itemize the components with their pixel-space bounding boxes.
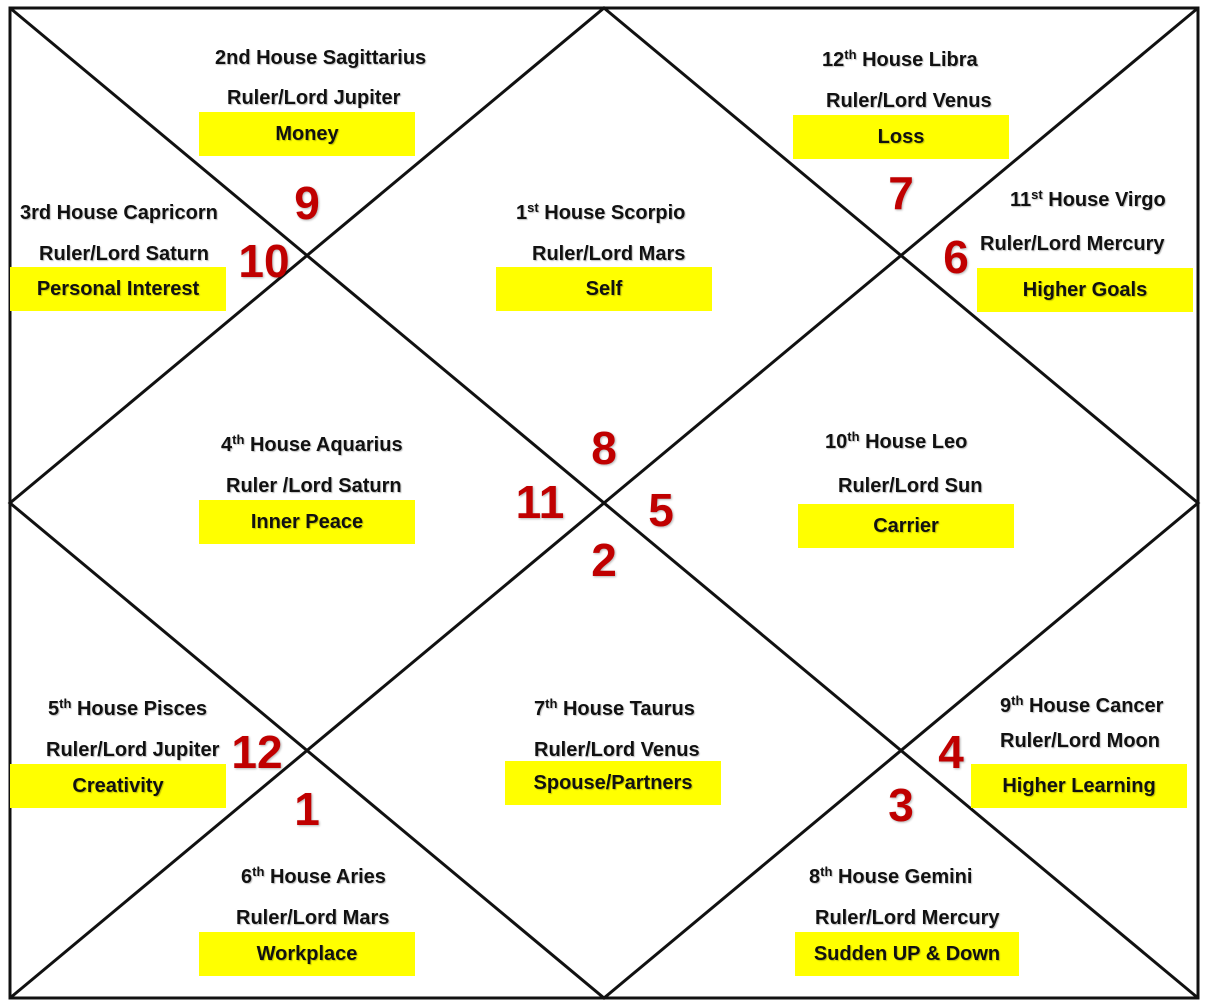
- house-7-sign-number: 2: [591, 534, 617, 586]
- house-10-ruler: Ruler/Lord Sun: [838, 475, 983, 497]
- house-10-title: 10th House Leo: [825, 429, 968, 453]
- house-3-label: Personal Interest: [10, 267, 226, 311]
- house-3-ruler: Ruler/Lord Saturn: [39, 243, 210, 265]
- house-4-title: 4th House Aquarius: [221, 432, 403, 456]
- house-8-label: Sudden UP & Down: [795, 932, 1019, 976]
- house-3-title: 3rd House Capricorn: [20, 202, 218, 224]
- house-11-title: 11st House Virgo: [1010, 187, 1166, 211]
- house-9-sign-number: 4: [938, 726, 964, 778]
- house-2-ruler: Ruler/Lord Jupiter: [227, 87, 401, 109]
- house-5-label: Creativity: [10, 764, 226, 808]
- house-12-label: Loss: [793, 115, 1009, 159]
- house-2-title: 2nd House Sagittarius: [215, 47, 427, 69]
- house-6-label: Workplace: [199, 932, 415, 976]
- house-7-label: Spouse/Partners: [505, 761, 721, 805]
- house-6-title: 6th House Aries: [241, 864, 386, 888]
- house-10-sign-number: 5: [648, 484, 674, 536]
- house-9-label: Higher Learning: [971, 764, 1187, 808]
- house-9-ruler: Ruler/Lord Moon: [1000, 730, 1160, 752]
- house-8-ruler: Ruler/Lord Mercury: [815, 907, 1000, 929]
- house-11-label: Higher Goals: [977, 268, 1193, 312]
- house-12-ruler: Ruler/Lord Venus: [826, 90, 992, 112]
- house-1-label: Self: [496, 267, 712, 311]
- house-1-ruler: Ruler/Lord Mars: [532, 243, 686, 265]
- house-8-sign-number: 3: [888, 779, 914, 831]
- house-11-sign-number: 6: [943, 231, 969, 283]
- house-5-title: 5th House Pisces: [48, 696, 208, 720]
- house-8-title: 8th House Gemini: [809, 864, 973, 888]
- house-4-ruler: Ruler /Lord Saturn: [226, 475, 402, 497]
- house-5-sign-number: 12: [231, 726, 283, 778]
- house-12-title: 12th House Libra: [822, 47, 978, 71]
- house-7-title: 7th House Taurus: [534, 696, 695, 720]
- house-2-sign-number: 9: [294, 177, 320, 229]
- house-4-sign-number: 11: [515, 476, 565, 528]
- house-11-ruler: Ruler/Lord Mercury: [980, 233, 1165, 255]
- house-6-ruler: Ruler/Lord Mars: [236, 907, 390, 929]
- house-1-title: 1st House Scorpio: [516, 200, 686, 224]
- house-5-ruler: Ruler/Lord Jupiter: [46, 739, 220, 761]
- house-1-sign-number: 8: [591, 422, 617, 474]
- house-4-label: Inner Peace: [199, 500, 415, 544]
- house-6-sign-number: 1: [294, 783, 320, 835]
- house-3-sign-number: 10: [238, 235, 290, 287]
- house-10-label: Carrier: [798, 504, 1014, 548]
- house-12-sign-number: 7: [888, 167, 914, 219]
- house-7-ruler: Ruler/Lord Venus: [534, 739, 700, 761]
- house-2-label: Money: [199, 112, 415, 156]
- house-9-title: 9th House Cancer: [1000, 693, 1164, 717]
